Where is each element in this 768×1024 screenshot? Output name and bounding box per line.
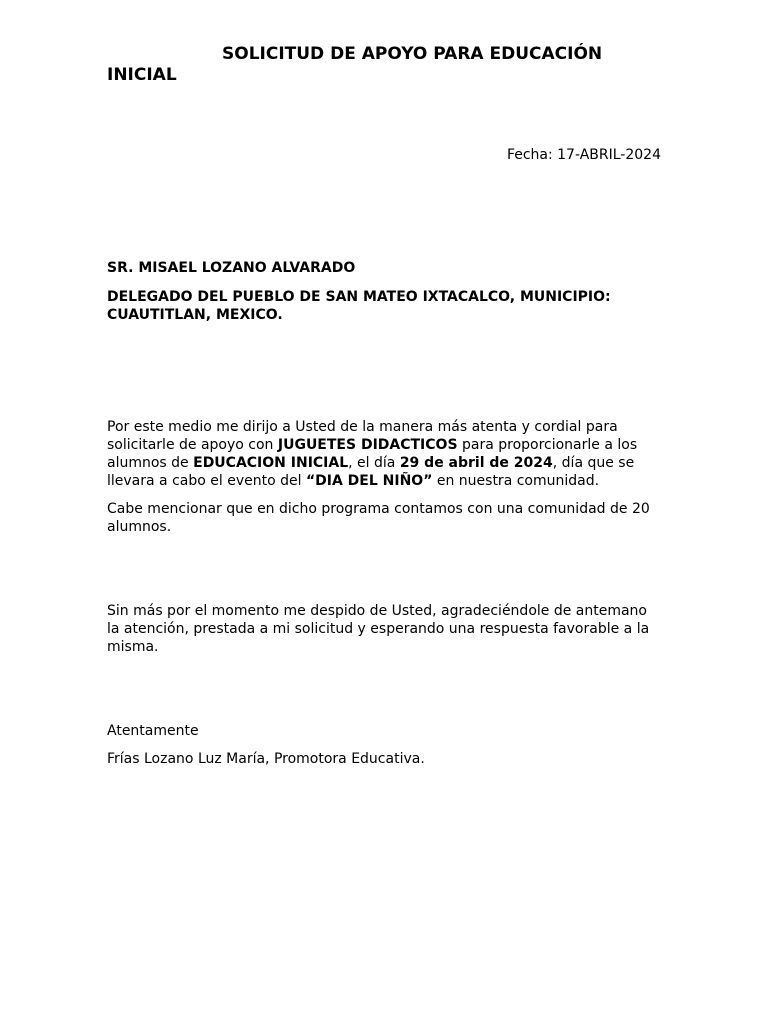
request-emphasis-event: “DIA DEL NIÑO” xyxy=(305,473,433,489)
page-title xyxy=(107,44,667,86)
body-paragraph-request xyxy=(107,418,663,490)
request-emphasis-toys: JUGUETES DIDACTICOS xyxy=(277,437,458,453)
request-text-5: en nuestra comunidad. xyxy=(432,473,600,489)
title-text: SOLICITUD DE APOYO PARA EDUCACIÓN INICIAL xyxy=(107,44,603,85)
request-text-4: , día que se llevara a cabo el evento del xyxy=(107,455,635,489)
body-paragraph-farewell: Sin más por el momento me despido de Usted, agradeciéndole de antemano la atención, prestada a mi solicitud y esperando una respuesta favorable a la misma. xyxy=(107,603,650,655)
signature-line: Frías Lozano Luz María, Promotora Educativa. xyxy=(107,751,425,767)
date-line: Fecha: 17-ABRIL-2024 xyxy=(506,147,661,163)
body-paragraph-community: Cabe mencionar que en dicho programa contamos con una comunidad de 20 alumnos. xyxy=(107,501,650,535)
closing-line: Atentamente xyxy=(107,723,199,739)
recipient-role: DELEGADO DEL PUEBLO DE SAN MATEO IXTACALCO, MUNICIPIO: CUAUTITLAN, MEXICO. xyxy=(107,289,611,323)
request-text-2: para proporcionarle a los alumnos de xyxy=(107,437,638,471)
recipient-name: SR. MISAEL LOZANO ALVARADO xyxy=(107,260,356,276)
request-emphasis-program: EDUCACION INICIAL xyxy=(193,455,349,471)
request-text-3: , el día xyxy=(348,455,400,471)
request-text-1: Por este medio me dirijo a Usted de la manera más atenta y cordial para solicitarle de apoyo con xyxy=(107,419,618,453)
request-emphasis-date: 29 de abril de 2024 xyxy=(399,455,553,471)
